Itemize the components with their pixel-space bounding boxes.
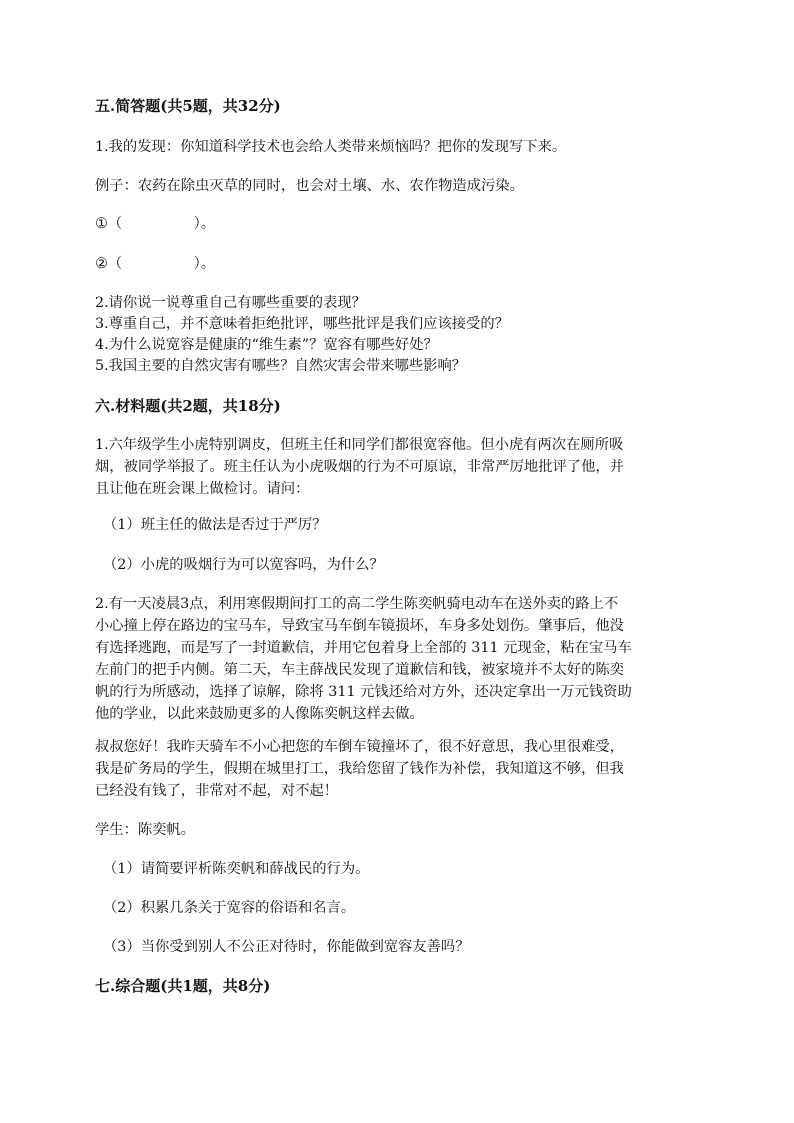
section-6-heading: 六.材料题(共2题，共18分) xyxy=(95,397,281,415)
answer-blank-2: ②（ ）。 xyxy=(95,256,216,272)
question-5-1-example: 例子：农药在除虫灭草的同时，也会对土壤、水、农作物造成污染。 xyxy=(95,178,524,194)
question-5-2: 2.请你说一说尊重自己有哪些重要的表现？ xyxy=(95,295,366,311)
question-6-2-line: 小心撞上停在路边的宝马车，导致宝马车倒车镜损坏，车身多处划伤。肇事后，他没 xyxy=(95,618,624,634)
question-6-2-sub-1: （1）请简要评析陈奕帆和薛战民的行为。 xyxy=(103,861,370,877)
question-6-1-line: 烟，被同学举报了。班主任认为小虎吸烟的行为不可原谅，非常严厉地批评了他，并 xyxy=(95,459,624,475)
letter-signature: 学生：陈奕帆。 xyxy=(95,822,196,838)
question-6-2-line: 他的学业，以此来鼓励更多的人像陈奕帆这样去做。 xyxy=(95,706,424,722)
question-6-1-line: 且让他在班会课上做检讨。请问： xyxy=(95,481,310,497)
question-5-1: 1.我的发现：你知道科学技术也会给人类带来烦恼吗？把你的发现写下来。 xyxy=(95,139,567,155)
question-6-2-line: 2.有一天凌晨3点，利用寒假期间打工的高二学生陈奕帆骑电动车在送外卖的路上不 xyxy=(95,596,619,612)
section-7-heading: 七.综合题(共1题，共8分) xyxy=(95,977,271,995)
question-5-3: 3.尊重自己，并不意味着拒绝批评，哪些批评是我们应该接受的？ xyxy=(95,316,509,332)
apology-letter-line: 叔叔您好！我昨天骑车不小心把您的车倒车镜撞坏了，很不好意思，我心里很难受， xyxy=(95,739,624,755)
question-6-2-sub-3: （3）当你受到别人不公正对待时，你能做到宽容友善吗？ xyxy=(103,939,470,955)
answer-blank-1: ①（ ）。 xyxy=(95,216,216,232)
section-5-heading: 五.简答题(共5题，共32分) xyxy=(95,97,281,115)
question-5-5: 5.我国主要的自然灾害有哪些？自然灾害会带来哪些影响？ xyxy=(95,358,467,374)
question-6-2-line: 帆的行为所感动，选择了谅解，除将 311 元钱还给对方外，还决定拿出一万元钱资助 xyxy=(95,684,632,700)
apology-letter-line: 我是矿务局的学生，假期在城里打工，我给您留了钱作为补偿，我知道这不够，但我 xyxy=(95,761,624,777)
apology-letter-line: 已经没有钱了，非常对不起，对不起！ xyxy=(95,783,339,799)
question-6-1-sub-2: （2）小虎的吸烟行为可以宽容吗，为什么？ xyxy=(103,557,384,573)
question-5-4: 4.为什么说宽容是健康的“维生素”？宽容有哪些好处？ xyxy=(95,337,438,353)
question-6-2-sub-2: （2）积累几条关于宽容的俗语和名言。 xyxy=(103,900,356,916)
question-6-1-sub-1: （1）班主任的做法是否过于严厉？ xyxy=(103,517,327,533)
question-6-2-line: 左前门的把手内侧。第二天，车主薛战民发现了道歉信和钱，被家境并不太好的陈奕 xyxy=(95,662,624,678)
question-6-2-line: 有选择逃跑，而是写了一封道歉信，并用它包着身上全部的 311 元现金，粘在宝马车 xyxy=(95,640,632,656)
question-6-1-line: 1.六年级学生小虎特别调皮，但班主任和同学们都很宽容他。但小虎有两次在厕所吸 xyxy=(95,437,624,453)
